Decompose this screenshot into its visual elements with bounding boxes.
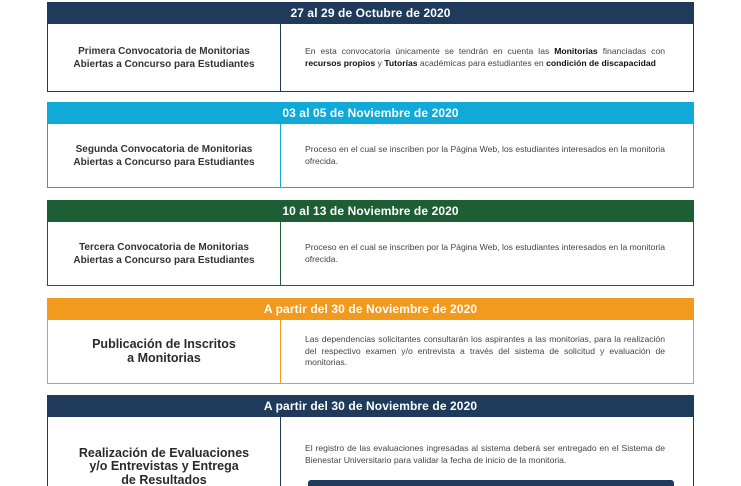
- title-line: de Resultados: [121, 472, 207, 486]
- desc-bold: Tutorías: [384, 57, 418, 68]
- date-text: 03 al 05 de Noviembre de 2020: [282, 106, 459, 120]
- block-title-text: Tercera Convocatoria de Monitorias Abiertas a Concurso para Estudiantes: [73, 241, 255, 266]
- desc-bold: Monitorias: [554, 45, 598, 56]
- block-body: [47, 417, 694, 486]
- title-line: Realización de Evaluaciones: [78, 445, 250, 460]
- block-title: [48, 222, 281, 285]
- description-text: Las dependencias solicitantes consultarán los aspirantes a las monitorias, para la realización del respectivo examen y/o entrevista a través del sistema de solicitud y evaluación de monitorias.: [305, 333, 665, 368]
- block-description: [281, 320, 693, 383]
- block-description: [281, 417, 693, 486]
- title-line: a Monitorias: [127, 350, 201, 365]
- timeline-block-4: [47, 298, 694, 384]
- block-title-text: [92, 338, 236, 365]
- block-description: [281, 222, 693, 285]
- date-header: [47, 395, 694, 417]
- block-title-text: [79, 447, 249, 486]
- description-text: Proceso en el cual se inscriben por la Página Web, los estudiantes interesados en la monitoria ofrecida.: [305, 241, 665, 264]
- desc-bold: recursos propios: [305, 57, 376, 68]
- block-title-text: Primera Convocatoria de Monitorias Abiertas a Concurso para Estudiantes: [73, 45, 255, 70]
- desc-part: y: [375, 57, 385, 68]
- title-line: y/o Entrevistas y Entrega: [89, 459, 239, 473]
- sub-header-bar: [308, 480, 674, 486]
- date-header: [47, 2, 694, 24]
- description-text: Proceso en el cual se inscriben por la Página Web, los estudiantes interesados en la monitoria ofrecida.: [305, 143, 665, 166]
- block-title: [48, 417, 281, 486]
- desc-part: académicas para estudiantes en: [417, 57, 547, 68]
- block-description: [281, 24, 693, 91]
- title-line: Publicación de Inscritos: [92, 337, 236, 351]
- block-body: [47, 24, 694, 92]
- date-text: 27 al 29 de Octubre de 2020: [290, 6, 451, 20]
- date-text: 10 al 13 de Noviembre de 2020: [282, 204, 459, 218]
- date-text: A partir del 30 de Noviembre de 2020: [263, 399, 478, 413]
- date-header: [47, 298, 694, 320]
- block-body: [47, 320, 694, 384]
- block-description: [281, 124, 693, 187]
- block-body: [47, 124, 694, 188]
- desc-part: En esta convocatoria únicamente se tendrán en cuenta las: [305, 45, 555, 56]
- timeline-block-3: [47, 200, 694, 286]
- date-text: A partir del 30 de Noviembre de 2020: [263, 302, 478, 316]
- description-text: [305, 46, 665, 70]
- block-title-text: Segunda Convocatoria de Monitorias Abiertas a Concurso para Estudiantes: [73, 143, 255, 168]
- desc-part: financiadas con: [597, 45, 666, 56]
- timeline-block-5: [47, 395, 694, 486]
- block-body: [47, 222, 694, 286]
- desc-bold: condición de discapacidad: [546, 57, 656, 68]
- block-title: [48, 320, 281, 383]
- block-title: [48, 24, 281, 91]
- date-header: [47, 102, 694, 124]
- timeline-block-1: [47, 2, 694, 92]
- block-title: [48, 124, 281, 187]
- date-header: [47, 200, 694, 222]
- timeline-block-2: [47, 102, 694, 188]
- description-text: El registro de las evaluaciones ingresadas al sistema deberá ser entregado en el Sistema de Bienestar Universitario para validar la fecha de inicio de la monitoria.: [305, 443, 665, 465]
